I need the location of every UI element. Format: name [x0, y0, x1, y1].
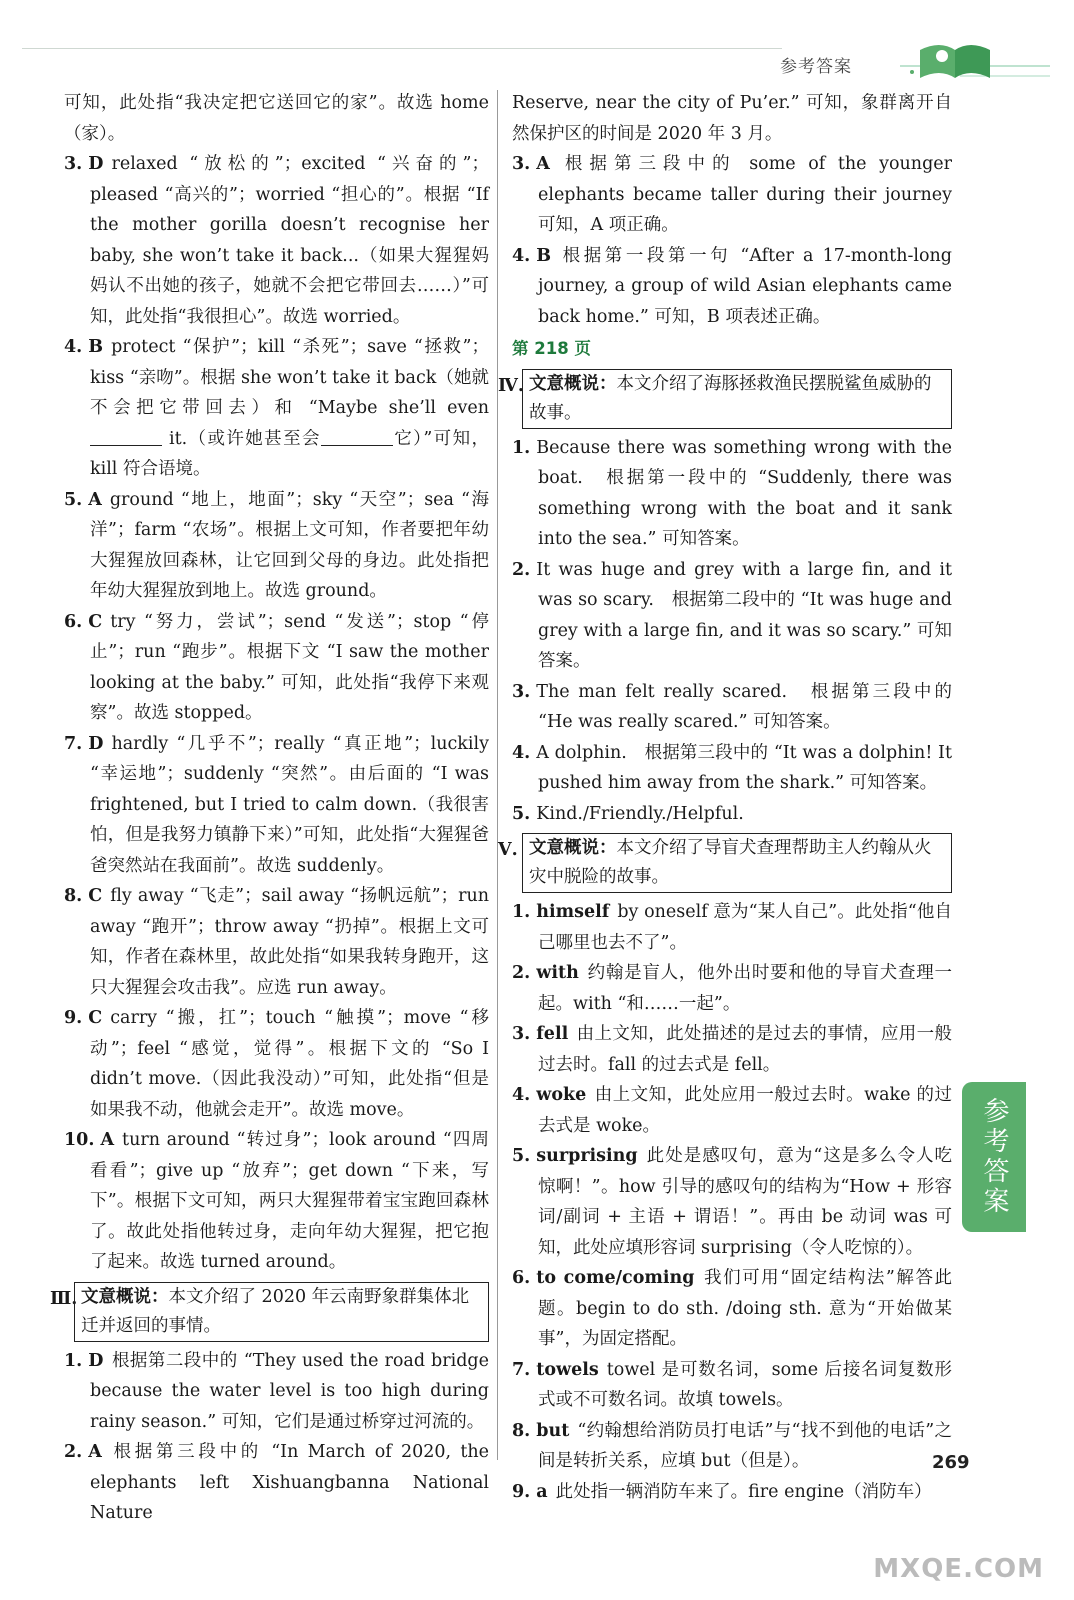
fill-blank	[321, 427, 393, 446]
answer-item: 3. fell 由上文知，此处描述的是过去的事情，应用一般过去时。fall 的过去式是 fell。	[512, 1024, 952, 1075]
answer-item: 10. A turn around “转过身”；look around “四周看看”；give up “放弃”；get down “下来，写下”。根据下文可知，两只大猩猩带着宝宝跑回森林了。故此处指他转过身，走向年幼大猩猩，把它抱了起来。故选 turned around。	[64, 1130, 489, 1272]
answer-item: 2. It was huge and grey with a large fin, and it was so scary. 根据第二段中的 “It was huge and grey with a large fin, and it was so scary.” 可知答案。	[512, 559, 952, 671]
answer-item: 1. Because there was something wrong with the boat. 根据第一段中的 “Suddenly, there was something wrong with the boat and it sank into the sea.” 可知答案。	[512, 437, 952, 549]
summary-box: 文意概说：本文介绍了海豚拯救渔民摆脱鲨鱼威胁的故事。	[522, 369, 952, 429]
answer-item: 4. woke 由上文知，此处应用一般过去时。wake 的过去式是 woke。	[512, 1085, 952, 1136]
section-side-tab: 参考答案	[962, 1082, 1026, 1232]
answer-item: 5. Kind./Friendly./Helpful.	[512, 803, 744, 824]
section-number: Ⅲ.	[50, 1288, 78, 1309]
answer-item: 3. The man felt really scared. 根据第三段中的 “He was really scared.” 可知答案。	[512, 681, 952, 732]
answer-item: 3. A 根据第三段中的 some of the younger elephants became taller during their journey 可知，A 项正确。	[512, 154, 952, 235]
section-number: Ⅳ.	[498, 375, 524, 396]
answer-item: 6. to come/coming 我们可用“固定结构法”解答此题。begin to do sth. /doing sth. 意为“开始做某事”，为固定搭配。	[512, 1268, 952, 1349]
left-column	[50, 88, 489, 1529]
answer-item: 5. A ground “地上，地面”；sky “天空”；sea “海洋”；farm “农场”。根据上文可知，作者要把年幼大猩猩放回森林，让它回到父母的身边。此处指把年幼大猩猩放到地上。故选 ground。	[64, 489, 489, 601]
column-divider	[497, 90, 498, 1460]
answer-item: 8. but “约翰想给消防员打电话”与“找不到他的电话”之间是转折关系，应填 but（但是）。	[512, 1420, 952, 1471]
book-logo-icon	[900, 36, 1050, 86]
answer-item: 7. towels towel 是可数名词，some 后接名词复数形式或不可数名词。故填 towels。	[512, 1359, 952, 1410]
answer-item: 8. C fly away “飞走”；sail away “扬帆远航”；run away “跑开”；throw away “扔掉”。根据上文可知，作者在森林里，故此处指“如果我转身跑开，这只大猩猩会攻击我”。应选 run away。	[64, 886, 489, 998]
answer-item: 9. C carry “搬，扛”；touch “触摸”；move “移动”；feel “感觉，觉得”。根据下文的 “So I didn’t move.（因此我没动）”可知，此处指“但是如果我不动，他就会走开”。故选 move。	[64, 1008, 489, 1120]
continued-text: 可知，此处指“我决定把它送回它的家”。故选 home（家）。	[64, 93, 489, 144]
header-rule	[22, 48, 782, 49]
page-number: 269	[932, 1452, 970, 1473]
answer-item: 2. with 约翰是盲人，他外出时要和他的导盲犬查理一起。with “和……一起”。	[512, 963, 952, 1014]
section-number: Ⅴ.	[498, 840, 518, 860]
summary-box: 文意概说：本文介绍了 2020 年云南野象群集体北迁并返回的事情。	[74, 1282, 489, 1342]
summary-box: 文意概说：本文介绍了导盲犬查理帮助主人约翰从火灾中脱险的故事。	[522, 833, 952, 893]
answer-item: 4. B protect “保护”；kill “杀死”；save “拯救”；kiss “亲吻”。根据 she won’t take it back（她就不会把它带回去）和 “Maybe she’ll even it.（或许她甚至会 它）”可知，kill 符合语境。	[64, 337, 489, 479]
continued-text: Reserve, near the city of Pu’er.” 可知，象群离开自然保护区的时间是 2020 年 3 月。	[512, 93, 952, 144]
section-header	[498, 369, 952, 429]
answer-item: 3. D relaxed “放松的”；excited “兴奋的”；pleased “高兴的”；worried “担心的”。根据 “If the mother gorilla doesn’t recognise her baby, she won’t take it back...（如果大猩猩妈妈认不出她的孩子，她就不会把它带回去……）”可知，此处指“我很担心”。故选 worried。	[64, 154, 489, 327]
answer-item: 6. C try “努力，尝试”；send “发送”；stop “停止”；run “跑步”。根据下文 “I saw the mother looking at the baby.” 可知，此处指“我停下来观察”。故选 stopped。	[64, 611, 489, 723]
answer-item: 1. D 根据第二段中的 “They used the road bridge because the water level is too high during rainy season.” 可知，它们是通过桥穿过河流的。	[64, 1350, 489, 1432]
header-title: 参考答案	[780, 57, 852, 77]
answer-item: 1. himself by oneself 意为“某人自己”。此处指“他自己哪里也去不了”。	[512, 902, 952, 953]
answer-item: 4. A dolphin. 根据第三段中的 “It was a dolphin! It pushed him away from the shark.” 可知答案。	[512, 742, 952, 793]
answer-item: 5. surprising 此处是感叹句，意为“这是多么令人吃惊啊！”。how 引导的感叹句的结构为“How + 形容词/副词 + 主语 + 谓语！”。再由 be 动词 was 可知，此处应填形容词 surprising（令人吃惊的）。	[512, 1146, 952, 1258]
right-column	[498, 88, 952, 1507]
section-header	[498, 833, 952, 893]
answer-item: 7. D hardly “几乎不”；really “真正地”；luckily “幸运地”；suddenly “突然”。由后面的 “I was frightened, but I tried to calm down.（我很害怕，但是我努力镇静下来）”可知，此处指“大猩猩爸爸突然站在我面前”。故选 suddenly。	[64, 733, 489, 876]
watermark: MXQE.COM	[873, 1554, 1044, 1584]
page-reference: 第 218 页	[512, 339, 591, 358]
answer-item: 2. A 根据第三段中的 “In March of 2020, the elephants left Xishuangbanna National Nature	[64, 1442, 489, 1523]
fill-blank	[90, 427, 162, 446]
answer-item: 4. B 根据第一段第一句 “After a 17-month-long journey, a group of wild Asian elephants came back home.” 可知，B 项表述正确。	[512, 245, 952, 327]
section-header	[50, 1282, 489, 1342]
answer-item: 9. a 此处指一辆消防车来了。fire engine（消防车）	[512, 1481, 932, 1502]
